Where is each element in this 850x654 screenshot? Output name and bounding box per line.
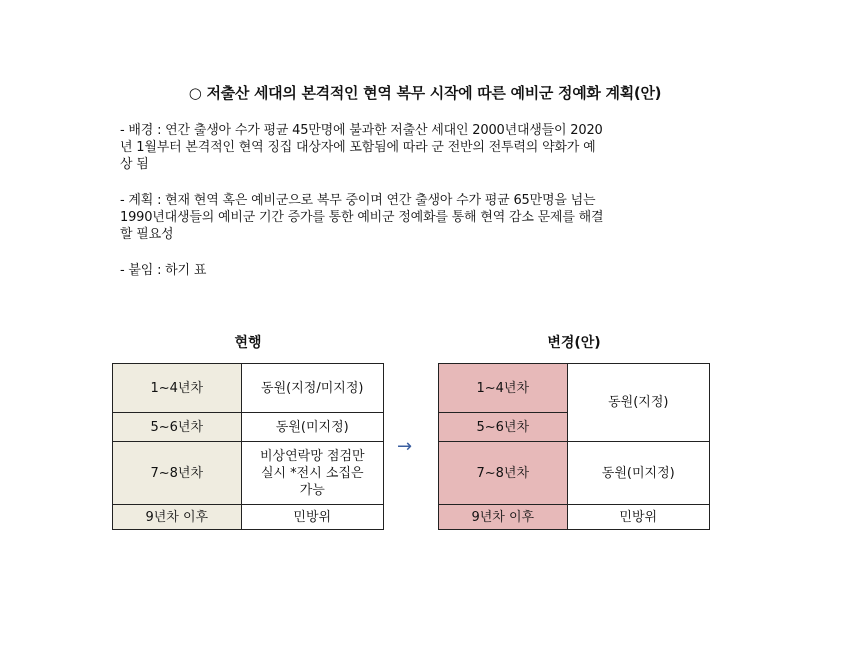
plan-line-1: - 계획 : 현재 현역 혹은 예비군으로 복무 중이며 연간 출생아 수가 평균 65만명을 넘는 [120, 193, 596, 208]
document-title: ○ 저출산 세대의 본격적인 현역 복무 시작에 따른 예비군 정예화 계획(안) [188, 84, 662, 102]
plan-line-2: 1990년대생들의 예비군 기간 증가를 통한 예비군 정예화를 통해 현역 감소 문제를 해결 [120, 210, 604, 225]
plan-paragraph [120, 192, 695, 243]
period-cell: 9년차 이후 [113, 505, 242, 530]
status-cell: 동원(미지정) [241, 413, 383, 442]
table-row [113, 364, 384, 413]
status-cell: 민방위 [241, 505, 383, 530]
status-cell: 동원(미지정) [567, 442, 709, 505]
period-cell: 1~4년차 [113, 364, 242, 413]
status-cell [241, 442, 383, 505]
table-row [113, 505, 384, 530]
table-row [439, 442, 710, 505]
current-table [112, 363, 384, 530]
background-line-1: - 배경 : 연간 출생아 수가 평균 45만명에 불과한 저출산 세대인 2000년대생들이 2020 [120, 123, 603, 138]
background-line-2: 년 1월부터 본격적인 현역 징집 대상자에 포함됨에 따라 군 전반의 전투력의 약화가 예 [120, 140, 596, 155]
period-cell: 1~4년차 [439, 364, 568, 413]
status-cell: 동원(지정/미지정) [241, 364, 383, 413]
proposed-table [438, 363, 710, 530]
background-paragraph [120, 122, 695, 173]
proposed-table-label: 변경(안) [547, 335, 601, 351]
period-cell: 5~6년차 [113, 413, 242, 442]
table-row [113, 442, 384, 505]
plan-line-3: 할 필요성 [120, 227, 174, 242]
status-line: 비상연락망 점검만 [259, 448, 365, 464]
background-line-3: 상 됨 [120, 157, 149, 172]
period-cell: 7~8년차 [439, 442, 568, 505]
arrow-right-icon: → [397, 436, 413, 457]
table-row [439, 505, 710, 530]
status-cell: 동원(지정) [567, 364, 709, 442]
attachment-line: - 붙임 : 하기 표 [120, 263, 207, 278]
status-line: 실시 *전시 소집은 [260, 465, 364, 481]
table-row [439, 364, 710, 413]
period-cell: 5~6년차 [439, 413, 568, 442]
status-line: 가능 [299, 482, 325, 498]
table-row [113, 413, 384, 442]
current-table-label: 현행 [234, 335, 262, 351]
period-cell: 9년차 이후 [439, 505, 568, 530]
status-cell: 민방위 [567, 505, 709, 530]
period-cell: 7~8년차 [113, 442, 242, 505]
